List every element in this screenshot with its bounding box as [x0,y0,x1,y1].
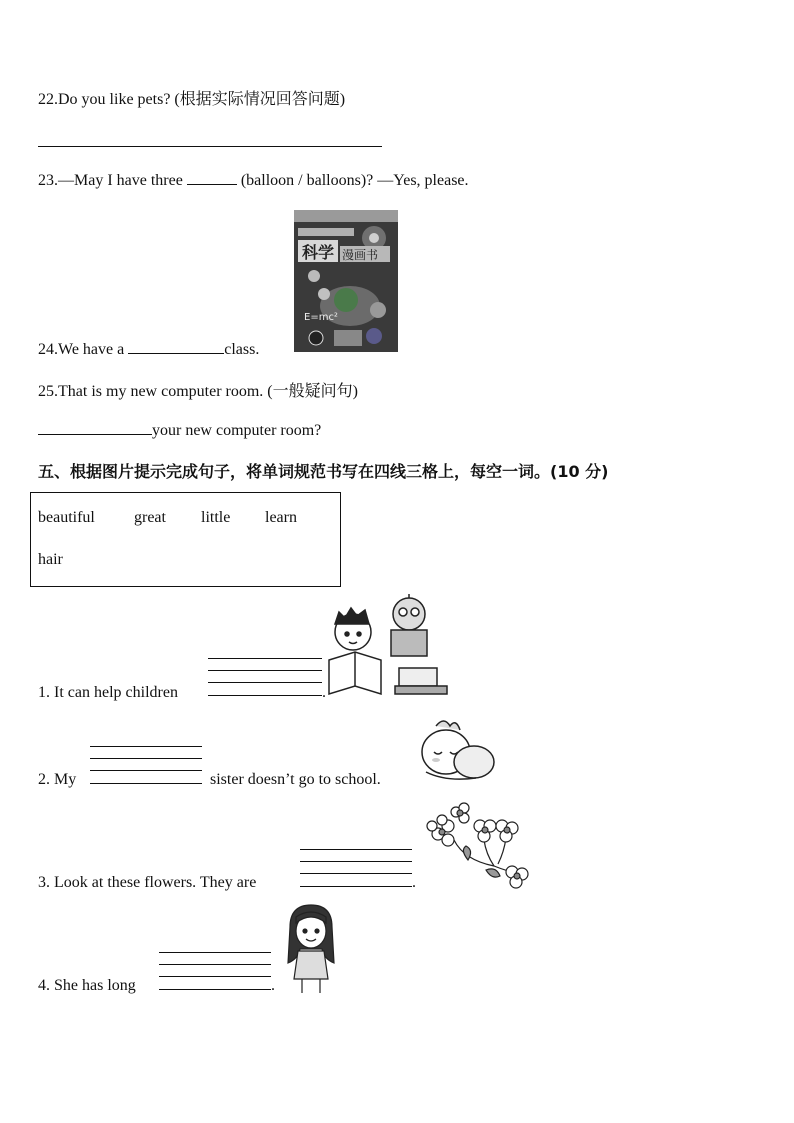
question-text: Do you like pets? (根据实际情况回答问题) [58,91,346,108]
book-formula: E=mc² [304,312,338,323]
question-25 [38,378,358,401]
sleeping-baby-image [416,716,498,786]
question-24 [38,339,259,359]
word-bank-item: great [134,509,166,526]
answer-blank-25[interactable] [38,420,152,435]
word-bank-item: hair [38,551,63,568]
item-4-prefix: 4. She has long [38,977,136,994]
four-line-writing-area-3[interactable] [300,849,412,889]
question-number: 25. [38,383,58,400]
answer-blank-23[interactable] [187,170,237,185]
question-22 [38,86,345,109]
question-prefix: We have a [58,341,125,358]
word-bank-item: learn [265,509,297,526]
word-bank-item: little [201,509,231,526]
flowers-image [424,800,530,890]
answer-line-22[interactable] [38,146,382,147]
question-number: 22. [38,91,58,108]
word-bank-item: beautiful [38,509,95,526]
item-2-prefix: 2. My [38,771,77,788]
question-number: 24. [38,341,58,358]
answer-suffix: your new computer room? [152,422,322,439]
item-1-suffix: . [322,684,326,701]
question-suffix: (balloon / balloons)? —Yes, please. [240,172,469,189]
answer-blank-24[interactable] [128,339,224,354]
question-prefix: —May I have three [58,172,183,189]
four-line-writing-area-4[interactable] [159,952,271,992]
girl-long-hair-image [284,903,338,995]
book-subtitle: 漫画书 [342,248,379,262]
word-bank [30,492,341,587]
item-2-suffix: sister doesn’t go to school. [210,771,381,788]
four-line-writing-area-2[interactable] [90,746,202,786]
question-23 [38,170,469,190]
item-3-prefix: 3. Look at these flowers. They are [38,874,257,891]
item-1-prefix: 1. It can help children [38,684,178,701]
book-title: 科学 [302,243,335,262]
four-line-writing-area-1[interactable] [208,658,322,698]
boy-and-robot-reading-image [325,594,449,700]
question-suffix: class. [224,341,260,358]
item-4-suffix: . [271,977,275,994]
item-3-suffix: . [412,874,416,891]
question-number: 23. [38,172,58,189]
section-title: 五、根据图片提示完成句子，将单词规范书写在四线三格上，每空一词。(10 分) [38,462,609,481]
science-comic-book-image [294,210,398,352]
question-text: That is my new computer room. (一般疑问句) [58,383,358,400]
question-25-answer [38,420,321,440]
